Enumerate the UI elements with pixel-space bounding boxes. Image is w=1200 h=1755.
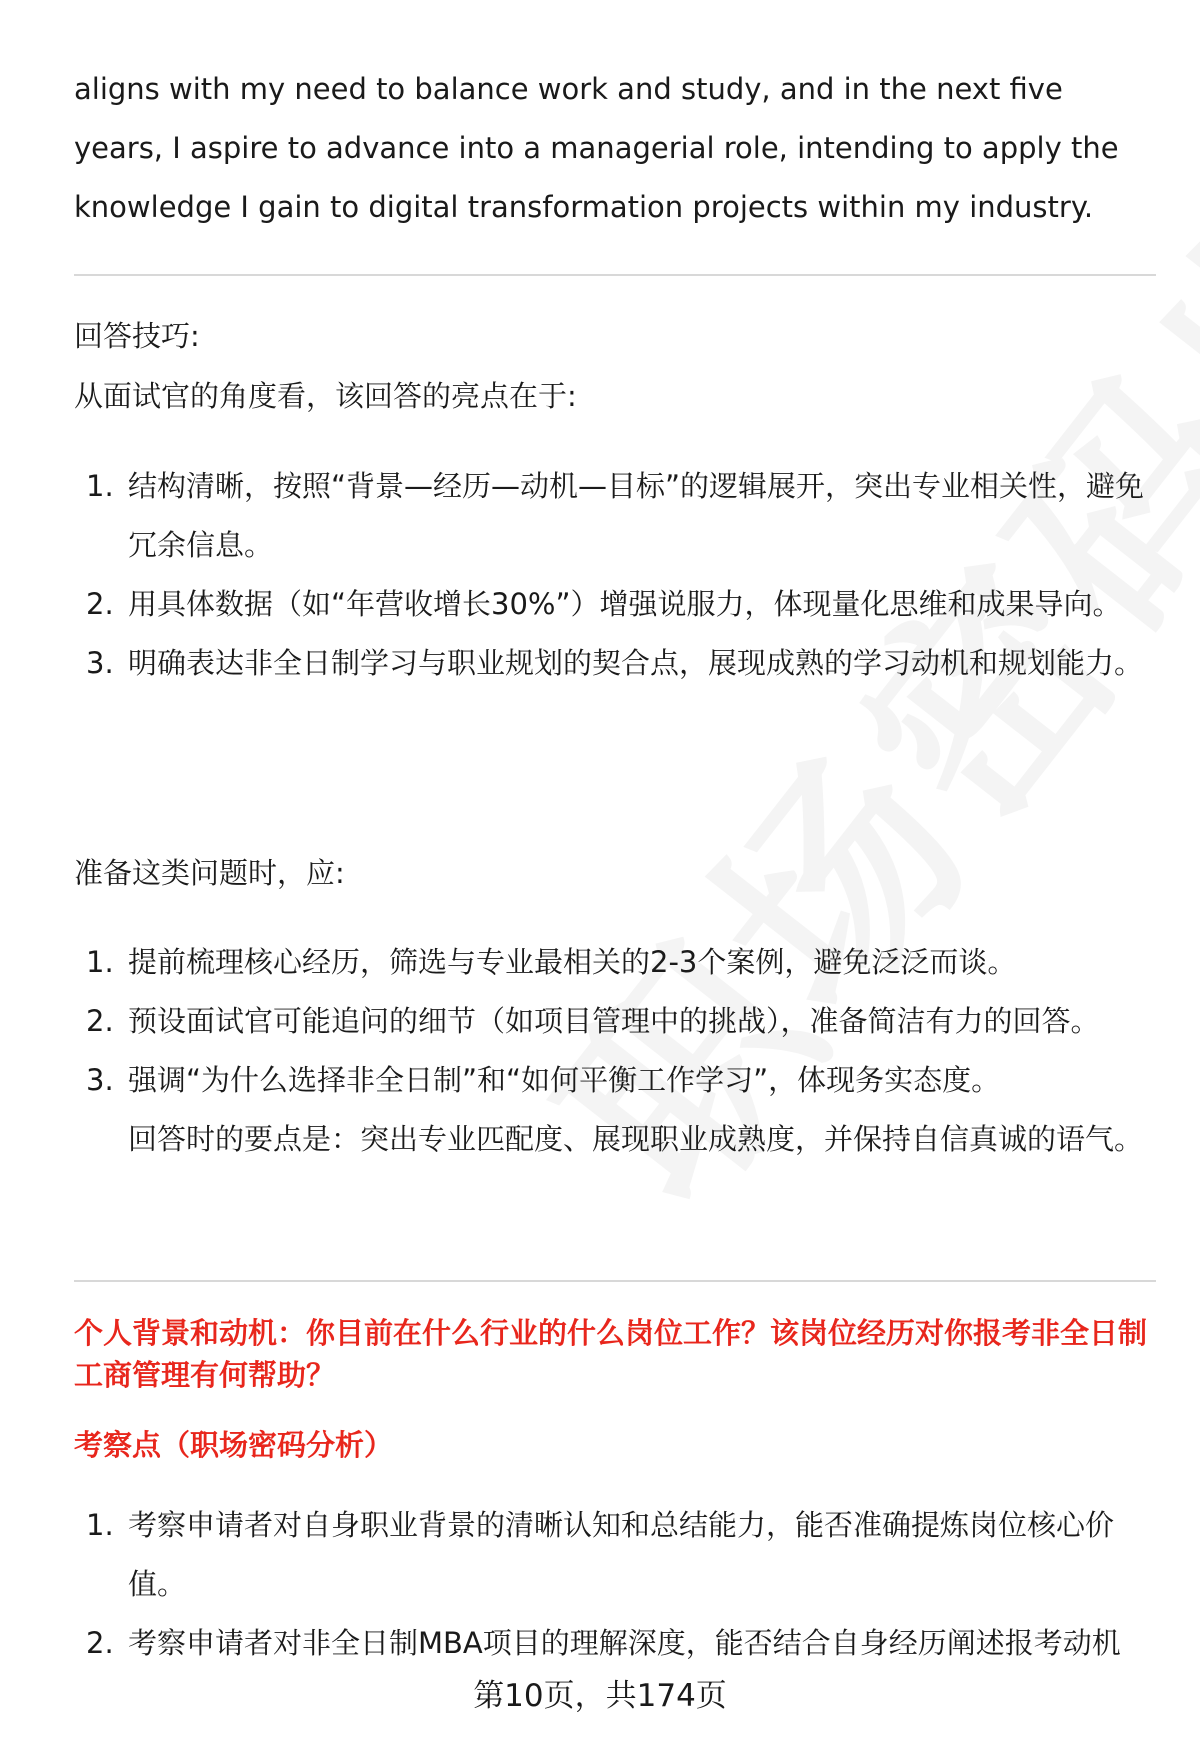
list-item-text: 明确表达非全日制学习与职业规划的契合点，展现成熟的学习动机和规划能力。 xyxy=(128,646,1144,680)
summary-note: 回答时的要点是：突出专业匹配度、展现职业成熟度，并保持自信真诚的语气。 xyxy=(128,1122,1144,1156)
list-item-text: 提前梳理核心经历，筛选与专业最相关的2-3个案例，避免泛泛而谈。 xyxy=(128,945,1017,979)
prepare-label: 准备这类问题时，应: xyxy=(74,856,345,890)
list-item xyxy=(74,1614,1156,1673)
list-item-text: 考察申请者对非全日制MBA项目的理解深度，能否结合自身经历阐述报考动机 xyxy=(128,1626,1121,1660)
highlights-list xyxy=(74,457,1156,693)
question-title: 个人背景和动机：你目前在什么行业的什么岗位工作？该岗位经历对你报考非全日制工商管理有何帮助？ xyxy=(74,1316,1148,1392)
list-item-text: 强调“为什么选择非全日制”和“如何平衡工作学习”，体现务实态度。 xyxy=(128,1063,1001,1097)
list-number: 1. xyxy=(86,1508,114,1542)
list-item xyxy=(74,1496,1156,1614)
list-item xyxy=(74,575,1156,634)
list-item-text: 预设面试官可能追问的细节（如项目管理中的挑战），准备简洁有力的回答。 xyxy=(128,1004,1100,1038)
divider xyxy=(74,274,1156,276)
list-number: 2. xyxy=(86,587,114,621)
list-item xyxy=(74,634,1156,693)
list-number: 2. xyxy=(86,1004,114,1038)
prepare-list xyxy=(74,933,1156,1169)
list-item xyxy=(74,457,1156,575)
list-number: 3. xyxy=(86,646,114,680)
tips-label: 回答技巧: xyxy=(74,319,200,353)
list-number: 1. xyxy=(86,469,114,503)
divider xyxy=(74,1280,1156,1282)
tips-intro: 从面试官的角度看，该回答的亮点在于: xyxy=(74,379,577,413)
list-item-text: 考察申请者对自身职业背景的清晰认知和总结能力，能否准确提炼岗位核心价值。 xyxy=(128,1508,1115,1601)
list-item xyxy=(74,992,1156,1051)
page-footer: 第10页，共174页 xyxy=(473,1678,727,1714)
list-number: 1. xyxy=(86,945,114,979)
list-item xyxy=(74,933,1156,992)
list-number: 3. xyxy=(86,1063,114,1097)
focus-label: 考察点（职场密码分析） xyxy=(74,1428,394,1462)
list-item xyxy=(74,1051,1156,1169)
list-item-text: 用具体数据（如“年营收增长30%”）增强说服力，体现量化思维和成果导向。 xyxy=(128,587,1122,621)
focus-list xyxy=(74,1496,1156,1673)
list-number: 2. xyxy=(86,1626,114,1660)
list-item-text: 结构清晰，按照“背景—经历—动机—目标”的逻辑展开，突出专业相关性，避免冗余信息。 xyxy=(128,469,1145,562)
intro-paragraph: aligns with my need to balance work and study, and in the next five years, I aspire to advance into a managerial role, intending to apply the knowledge I gain to digital transformation projects within my industry. xyxy=(74,72,1119,224)
